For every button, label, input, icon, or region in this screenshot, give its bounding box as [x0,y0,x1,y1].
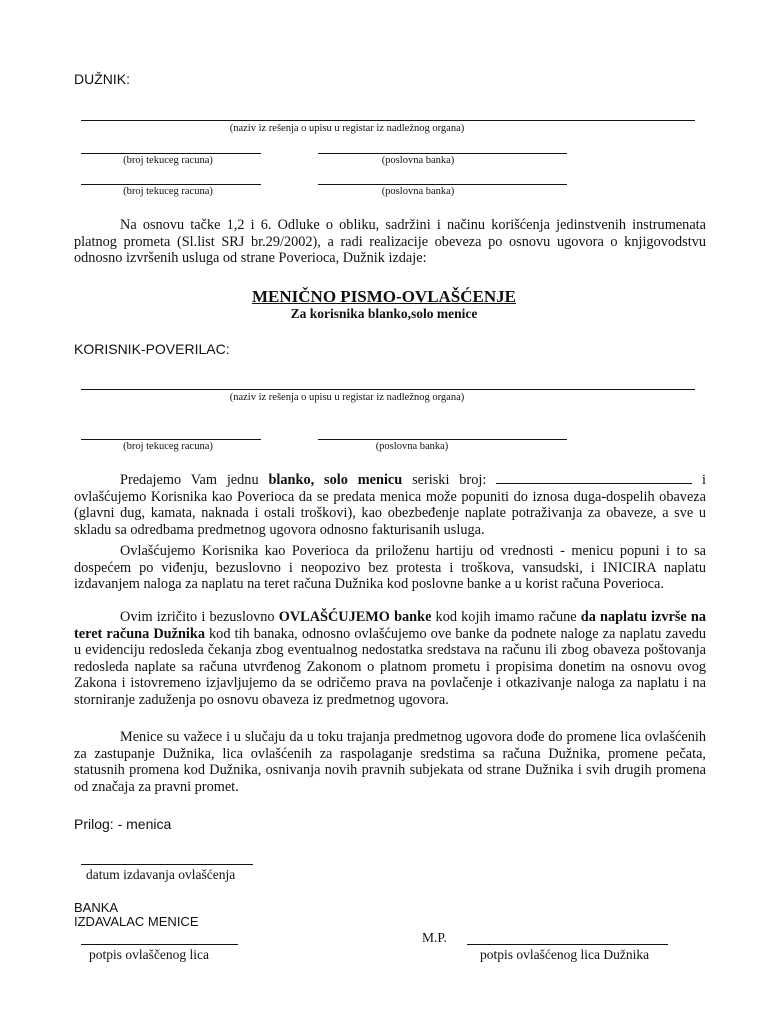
debtor-account-caption-1: (broj tekuceg racuna) [123,155,213,166]
creditor-bank-caption: (poslovna banka) [375,441,449,452]
creditor-name-caption: (naziv iz rešenja o upisu u registar iz nadležnog organa) [229,392,465,403]
creditor-label: KORISNIK-POVERILAC: [74,341,230,357]
intro-paragraph: Na osnovu tačke 1,2 i 6. Odluke o obliku, sadržini i načinu korišćenja jedinstvenih instrumenata platnog prometa (Sl.list SRJ br.29/2002), a radi realizacije obeveza po osnovu ugovora o knjigovodstvu odnosno izvršenih usluga od strane Poverioca, Dužnik izdaje: [74,217,706,267]
debtor-name-field[interactable] [81,120,695,121]
creditor-account-field[interactable] [81,439,261,440]
body-paragraph-4: Menice su važece i u slučaju da u toku trajanja predmetnog ugovora dođe do promene lica ovlašćenih za zastupanje Dužnika, lica ovlašćenih za raspolaganje sredstima sa računa Dužnika, promene pečata, statusnih promena kod Dužnika, osnivanja novih pravnih subjekata od strane Dužnika i svih drugih promena od značaja za pravni promet. [74,729,706,795]
debtor-bank-caption-2: (poslovna banka) [381,186,455,197]
debtor-label: DUŽNIK: [74,71,130,87]
debtor-name-caption: (naziv iz rešenja o upisu u registar iz nadležnog organa) [229,123,465,134]
bank-signature-label: potpis ovlaščenog lica [89,947,209,962]
body-paragraph-1: Predajemo Vam jednu blanko, solo menicu seriski broj: i ovlašćujemo Korisnika kao Poverioca da se predata menica može popuniti do iznosa duga-dospelih obaveza (glavni dug, kamata, naknada i ostali troškovi), kao obezbeđenje naplate potraživanja za obaveze, a sve u skladu sa odredbama predmetnog ugovora odnosno fakturisanih usluga. [74,472,706,538]
document-title: MENIČNO PISMO-OVLAŠĆENJE [252,287,516,306]
issuer-label: IZDAVALAC MENICE [74,914,199,929]
debtor-account-field-2[interactable] [81,184,261,185]
body-paragraph-3: Ovim izričito i bezuslovno OVLAŠĆUJEMO banke kod kojih imamo račune da naplatu izvrše na teret računa Dužnika kod tih banaka, odnosno ovlašćujemo ove banke da podnete naloge za naplatu zavedu u evidenciju redosleda čekanja zbog eventualnog nedostatka sredstava na računu ili zbog obaveza poštovanja redosleda naplate sa računa utvrđenog Zakonom o platnom prometu i propisima donetim na osnovu ovog Zakona i istovremeno izjavljujemo da se odričemo prava na povlačenje i otkazivanje naloga za naplatu i na storniranje zaduženja po osnovu obaveza iz predmetnog ugovora. [74,609,706,708]
debtor-signature-field[interactable] [467,944,668,945]
issue-date-label: datum izdavanja ovlašćenja [86,867,236,882]
serial-number-field[interactable] [496,471,692,484]
debtor-bank-field-2[interactable] [318,184,567,185]
bank-signature-field[interactable] [81,944,238,945]
issue-date-field[interactable] [81,864,253,865]
creditor-bank-field[interactable] [318,439,567,440]
creditor-account-caption: (broj tekuceg racuna) [123,441,213,452]
stamp-placeholder: M.P. [422,930,447,945]
creditor-name-field[interactable] [81,389,695,390]
debtor-signature-label: potpis ovlašćenog lica Dužnika [480,947,650,962]
document-subtitle: Za korisnika blanko,solo menice [290,306,478,321]
debtor-bank-field-1[interactable] [318,153,567,154]
body-paragraph-2: Ovlašćujemo Korisnika kao Poverioca da priloženu hartiju od vrednosti - menicu popuni i to sa dospećem po viđenju, bezuslovno i neopozivo bez protesta i troškova, vansudski, i INICIRA naplatu izdavanjem naloga za naplatu na teret računa Dužnika kod poslovne banke a u korist računa Poverioca. [74,543,706,593]
debtor-account-caption-2: (broj tekuceg racuna) [123,186,213,197]
debtor-bank-caption-1: (poslovna banka) [381,155,455,166]
bank-label: BANKA [74,900,119,915]
debtor-account-field-1[interactable] [81,153,261,154]
attachment-note: Prilog: - menica [74,816,172,832]
